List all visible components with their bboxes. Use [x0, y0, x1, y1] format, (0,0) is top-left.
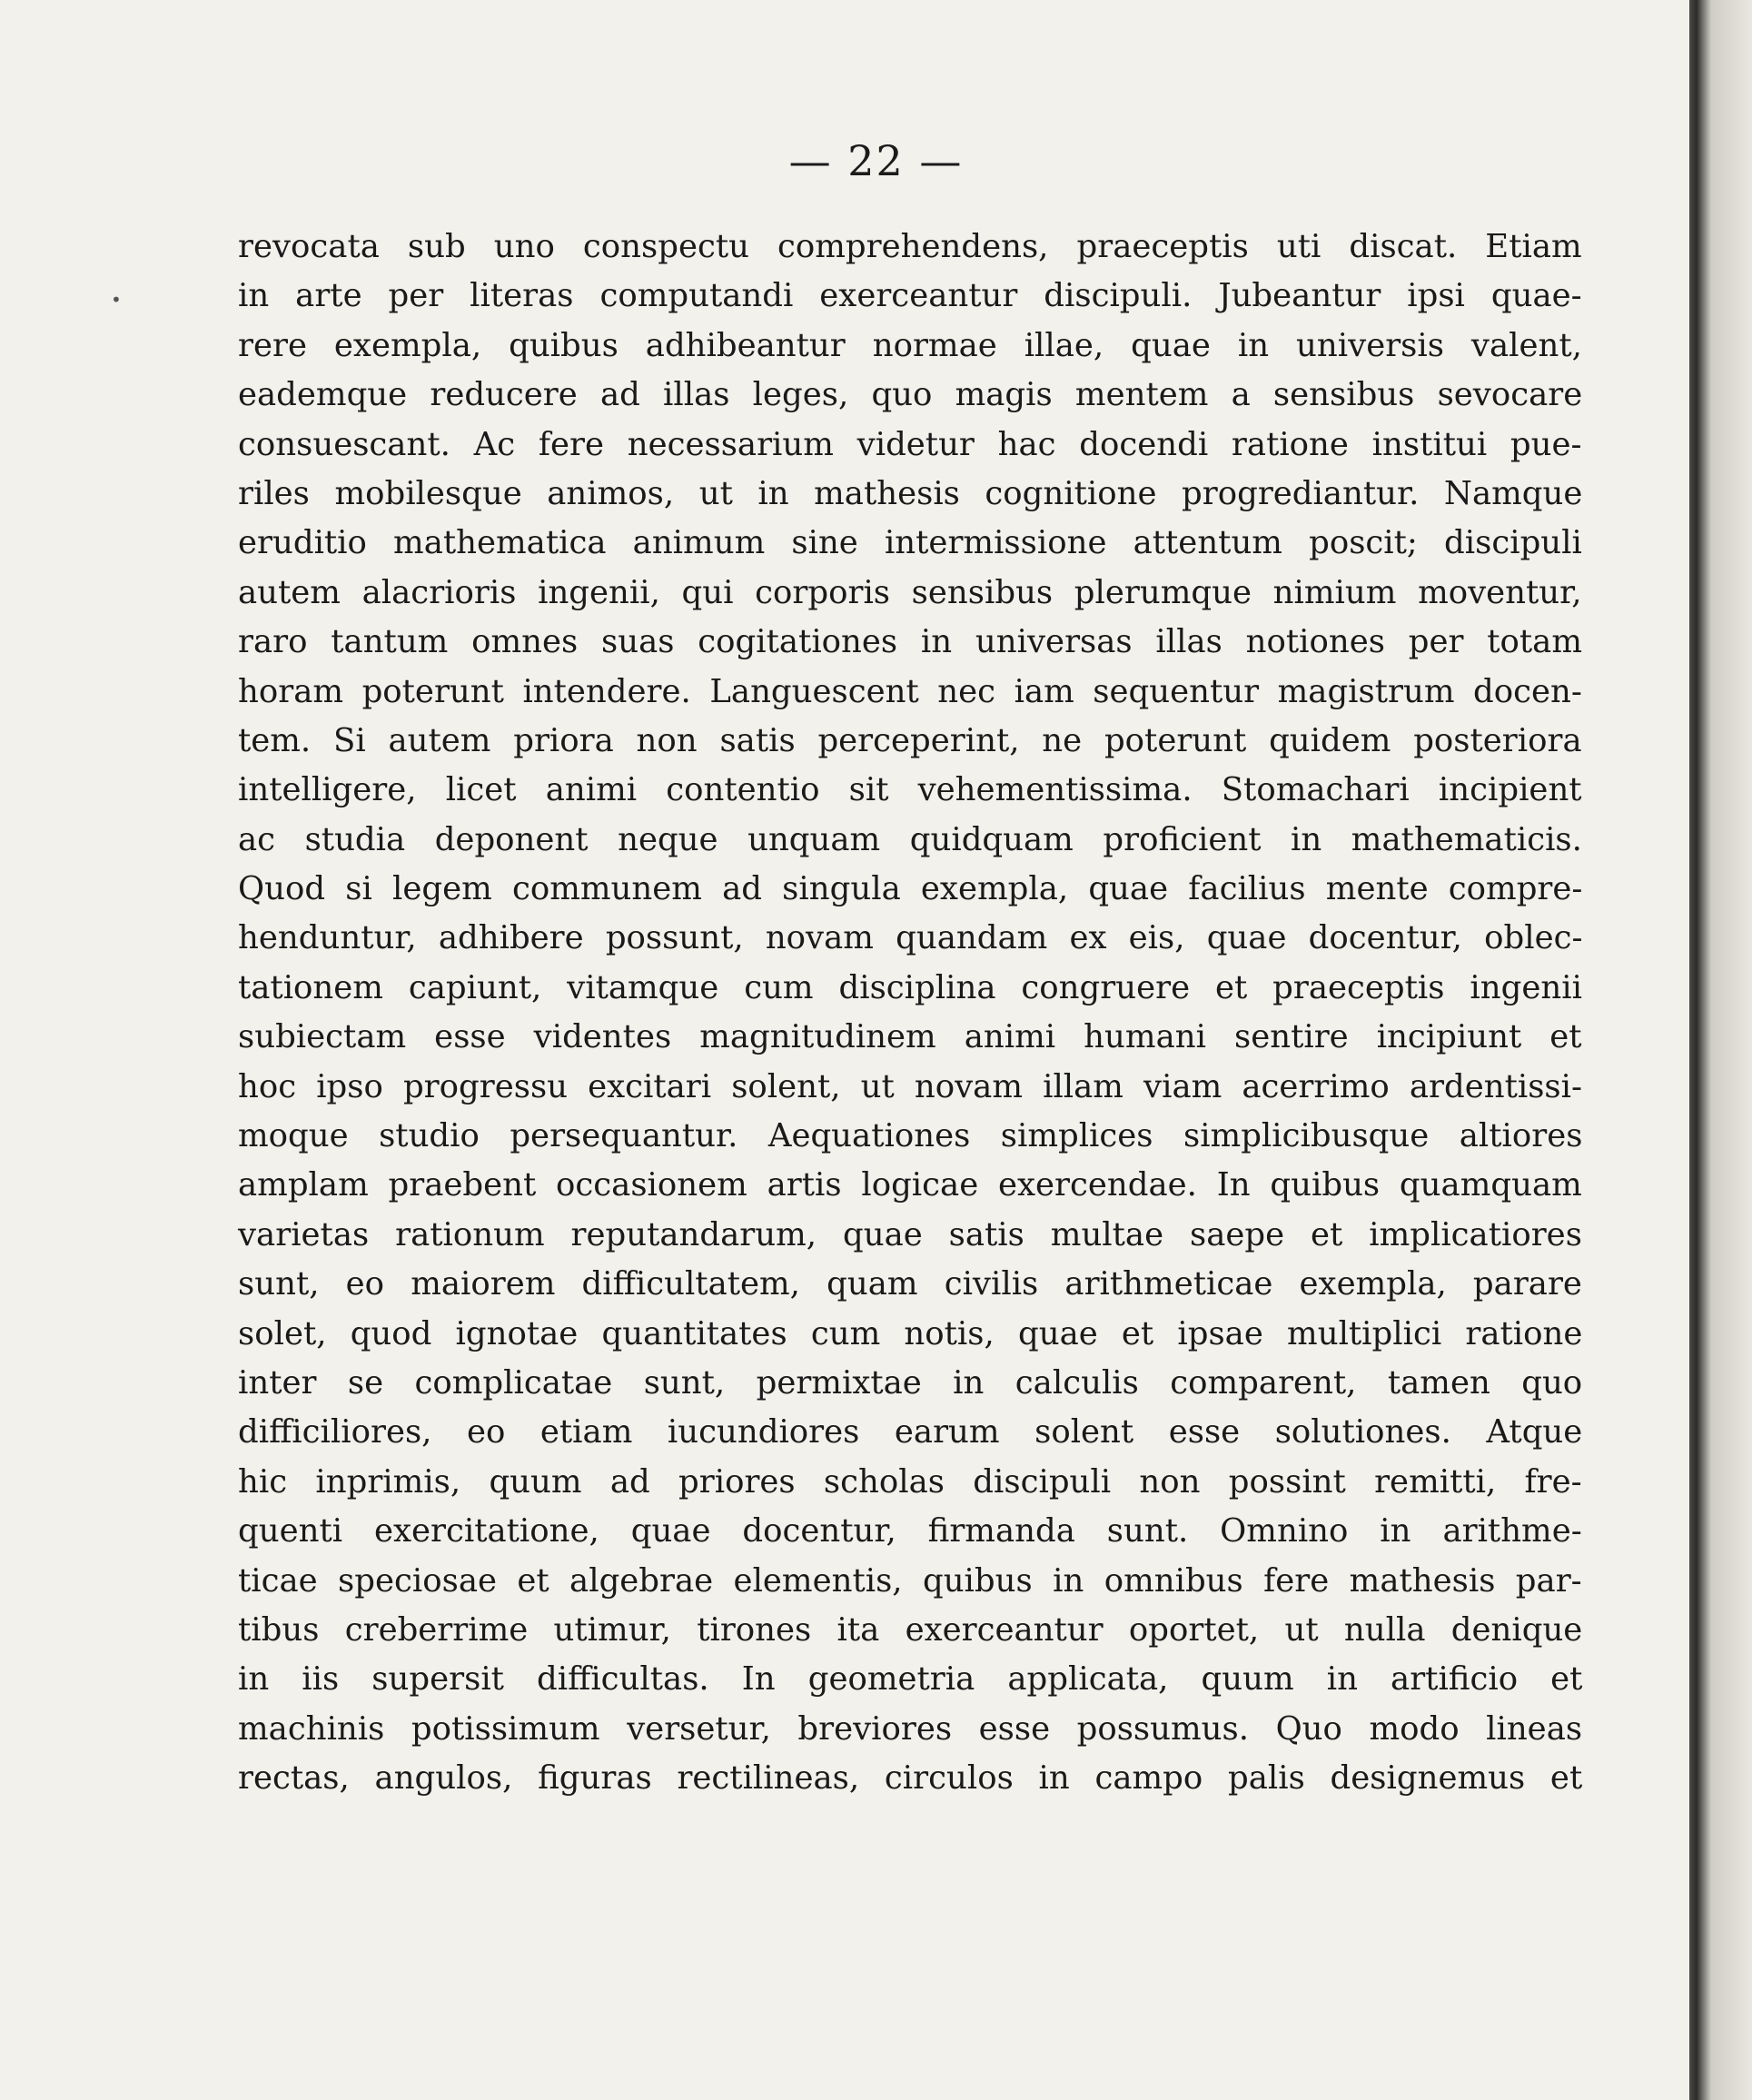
- text-line: in iis supersit difficultas. In geometria applicata, quum in artificio et: [238, 1660, 1583, 1699]
- page-gutter-shadow: [1689, 0, 1752, 2100]
- text-line: quenti exercitatione, quae docentur, firmanda sunt. Omnino in arithme-: [238, 1512, 1582, 1550]
- text-line: hic inprimis, quum ad priores scholas discipuli non possint remitti, fre-: [238, 1462, 1582, 1501]
- text-line: Quod si legem communem ad singula exempla, quae facilius mente compre-: [238, 870, 1583, 908]
- text-line: hoc ipso progressu excitari solent, ut novam illam viam acerrimo ardentissi-: [238, 1067, 1582, 1105]
- text-line: tationem capiunt, vitamque cum disciplina congruere et praeceptis ingenii: [238, 968, 1582, 1006]
- body-text: [238, 223, 1582, 1804]
- text-line: tibus creberrime utimur, tirones ita exerceantur oportet, ut nulla denique: [238, 1610, 1583, 1649]
- text-line: eruditio mathematica animum sine intermissione attentum poscit; discipuli: [238, 524, 1582, 562]
- text-line: revocata sub uno conspectu comprehendens, praeceptis uti discat. Etiam: [238, 228, 1582, 265]
- text-line: ac studia deponent neque unquam quidquam proficient in mathematicis.: [238, 820, 1582, 858]
- text-line: consuescant. Ac fere necessarium videtur hac docendi ratione institui pue-: [238, 425, 1582, 463]
- text-line: moque studio persequantur. Aequationes simplices simplicibusque altiores: [238, 1117, 1583, 1155]
- text-line: varietas rationum reputandarum, quae satis multae saepe et implicatiores: [238, 1215, 1582, 1253]
- text-line: inter se complicatae sunt, permixtae in calculis comparent, tamen quo: [238, 1363, 1583, 1402]
- text-line: horam poterunt intendere. Languescent nec iam sequentur magistrum docen-: [238, 672, 1582, 710]
- text-line: amplam praebent occasionem artis logicae exercendae. In quibus quamquam: [238, 1166, 1582, 1204]
- text-line: rectas, angulos, figuras rectilineas, circulos in campo palis designemus et: [238, 1759, 1583, 1798]
- text-line: raro tantum omnes suas cogitationes in universas illas notiones per totam: [238, 623, 1582, 661]
- text-line: solet, quod ignotae quantitates cum notis, quae et ipsae multiplici ratione: [238, 1314, 1583, 1352]
- text-line: difficiliores, eo etiam iucundiores earum solent esse solutiones. Atque: [238, 1413, 1583, 1451]
- text-line: autem alacrioris ingenii, qui corporis sensibus plerumque nimium moventur,: [238, 573, 1582, 611]
- text-line: tem. Si autem priora non satis perceperint, ne poterunt quidem posteriora: [238, 721, 1582, 759]
- text-line: henduntur, adhibere possunt, novam quandam ex eis, quae docentur, oblec-: [238, 919, 1583, 957]
- text-line: subiectam esse videntes magnitudinem animi humani sentire incipiunt et: [238, 1018, 1582, 1056]
- text-line: in arte per literas computandi exerceantur discipuli. Jubeantur ipsi quae-: [238, 277, 1582, 315]
- text-line: riles mobilesque animos, ut in mathesis cognitione progrediantur. Namque: [238, 474, 1583, 512]
- page-number: — 22 —: [788, 136, 964, 185]
- margin-ink-mark: •: [111, 289, 122, 311]
- text-line: ticae speciosae et algebrae elementis, quibus in omnibus fere mathesis par-: [238, 1561, 1582, 1600]
- text-line: intelligere, licet animi contentio sit vehementissima. Stomachari incipient: [238, 771, 1582, 809]
- text-line: eademque reducere ad illas leges, quo magis mentem a sensibus sevocare: [238, 376, 1583, 414]
- text-line: rere exempla, quibus adhibeantur normae illae, quae in universis valent,: [238, 326, 1582, 364]
- text-line: sunt, eo maiorem difficultatem, quam civilis arithmeticae exempla, parare: [238, 1265, 1582, 1303]
- text-line: machinis potissimum versetur, breviores esse possumus. Quo modo lineas: [238, 1709, 1583, 1748]
